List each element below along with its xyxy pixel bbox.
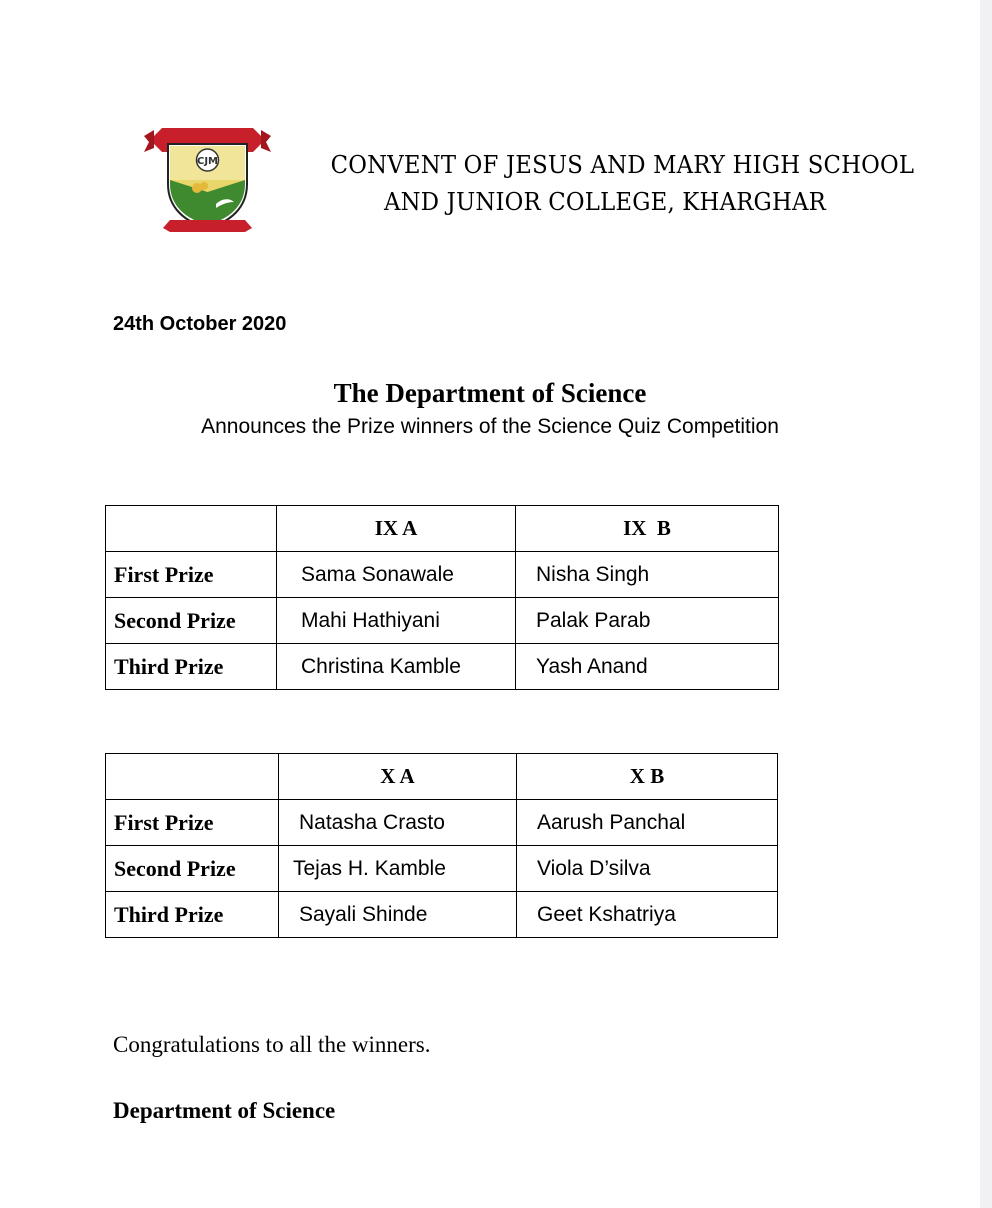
table-corner-cell xyxy=(106,754,279,800)
winner-name: Tejas H. Kamble xyxy=(279,846,517,892)
notice-date: 24th October 2020 xyxy=(113,313,287,335)
winner-name: Natasha Crasto xyxy=(279,800,517,846)
prize-label: First Prize xyxy=(106,552,277,598)
table-corner-cell xyxy=(106,506,277,552)
winner-name: Aarush Panchal xyxy=(517,800,778,846)
prize-label: Second Prize xyxy=(106,846,279,892)
closing-message: Congratulations to all the winners. xyxy=(113,1032,431,1057)
prize-label: Third Prize xyxy=(106,892,279,938)
prize-label: Second Prize xyxy=(106,598,277,644)
column-header: X A xyxy=(279,754,517,800)
column-header: X B xyxy=(517,754,778,800)
winner-name: Palak Parab xyxy=(516,598,779,644)
school-name xyxy=(330,146,915,220)
winner-name: Geet Kshatriya xyxy=(517,892,778,938)
column-header: IX B xyxy=(516,506,779,552)
table-row xyxy=(106,644,779,690)
winner-name: Viola D’silva xyxy=(517,846,778,892)
column-header: IX A xyxy=(277,506,516,552)
table-row xyxy=(106,552,779,598)
prize-table-class-ix xyxy=(105,505,779,690)
scrollbar-track[interactable] xyxy=(980,0,992,1208)
school-name-line-1: CONVENT OF JESUS AND MARY HIGH SCHOOL xyxy=(330,150,915,179)
table-header-row xyxy=(106,506,779,552)
table-row xyxy=(106,800,778,846)
prize-label: Third Prize xyxy=(106,644,277,690)
table-row xyxy=(106,598,779,644)
winner-name: Sama Sonawale xyxy=(277,552,516,598)
school-crest-logo xyxy=(140,118,275,236)
table-row xyxy=(106,846,778,892)
winner-name: Nisha Singh xyxy=(516,552,779,598)
notice-title: The Department of Science xyxy=(333,378,647,408)
winner-name: Yash Anand xyxy=(516,644,779,690)
school-name-line-2: AND JUNIOR COLLEGE, KHARGHAR xyxy=(384,187,826,216)
winner-name: Sayali Shinde xyxy=(279,892,517,938)
notice-subtitle: Announces the Prize winners of the Science Quiz Competition xyxy=(201,415,779,438)
svg-text:CJM: CJM xyxy=(196,156,219,167)
table-header-row xyxy=(106,754,778,800)
signoff: Department of Science xyxy=(113,1098,336,1123)
winner-name: Mahi Hathiyani xyxy=(277,598,516,644)
table-row xyxy=(106,892,778,938)
prize-label: First Prize xyxy=(106,800,279,846)
prize-table-class-x xyxy=(105,753,778,938)
winner-name: Christina Kamble xyxy=(277,644,516,690)
